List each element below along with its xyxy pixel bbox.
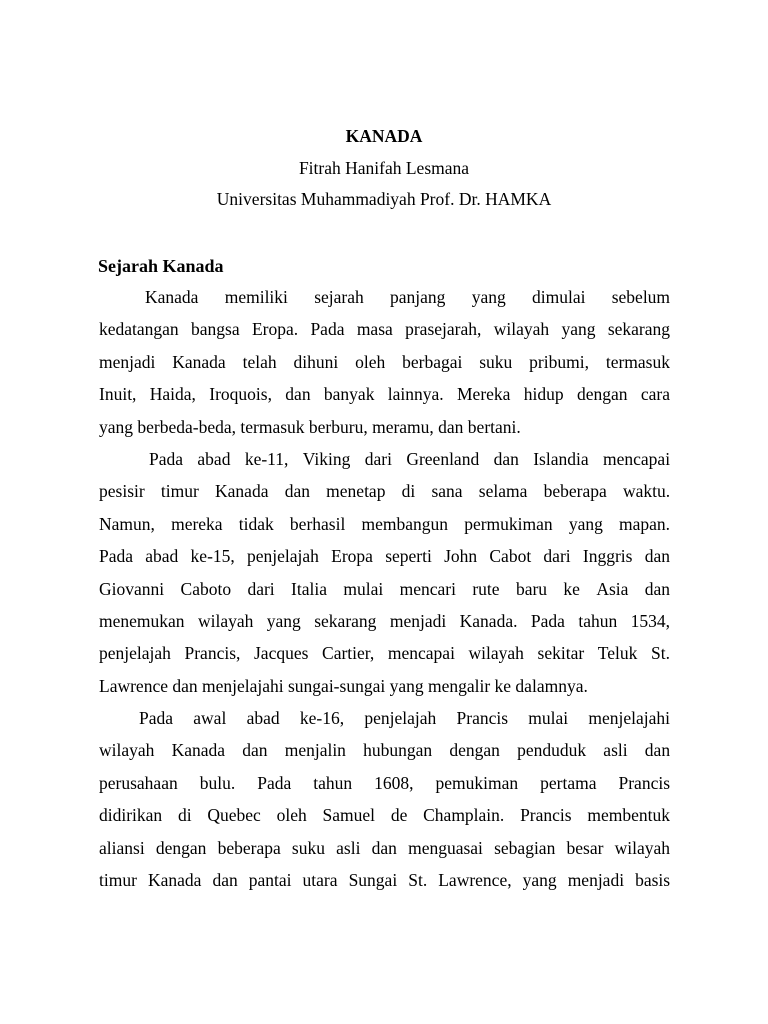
author-name: Fitrah Hanifah Lesmana xyxy=(298,157,470,178)
section-heading: Sejarah Kanada xyxy=(98,256,224,276)
document-header xyxy=(0,121,768,216)
paragraph-1 xyxy=(99,281,670,443)
paragraph-line: Giovanni Caboto dari Italia mulai mencari rute baru ke Asia dan xyxy=(99,578,671,599)
paragraph-line: wilayah Kanada dan menjalin hubungan dengan penduduk asli dan xyxy=(99,740,671,761)
paragraph-line: perusahaan bulu. Pada tahun 1608, pemukiman pertama Prancis xyxy=(99,772,671,793)
paragraph-line: yang berbeda-beda, termasuk berburu, meramu, dan bertani. xyxy=(99,416,521,437)
document-title: KANADA xyxy=(345,126,423,146)
paragraph-line: timur Kanada dan pantai utara Sungai St. Lawrence, yang menjadi basis xyxy=(99,870,671,891)
paragraph-3 xyxy=(99,702,670,896)
paragraph-line: Pada abad ke-15, penjelajah Eropa seperti John Cabot dari Inggris dan xyxy=(99,546,670,567)
document-body xyxy=(99,281,670,896)
author-affiliation: Universitas Muhammadiyah Prof. Dr. HAMKA xyxy=(216,189,552,209)
paragraph-line: Kanada memiliki sejarah panjang yang dimulai sebelum xyxy=(145,287,671,307)
paragraph-line: Inuit, Haida, Iroquois, dan banyak lainnya. Mereka hidup dengan cara xyxy=(99,384,670,405)
paragraph-line: menjadi Kanada telah dihuni oleh berbagai suku pribumi, termasuk xyxy=(99,351,670,372)
paragraph-line: penjelajah Prancis, Jacques Cartier, mencapai wilayah sekitar Teluk St. xyxy=(99,643,670,664)
paragraph-line: Namun, mereka tidak berhasil membangun permukiman yang mapan. xyxy=(99,513,671,534)
paragraph-line: Pada awal abad ke-16, penjelajah Prancis mulai menjelajahi xyxy=(139,708,671,729)
paragraph-2 xyxy=(99,443,670,702)
paragraph-line: Lawrence dan menjelajahi sungai-sungai yang mengalir ke dalamnya. xyxy=(99,675,588,696)
paragraph-line: menemukan wilayah yang sekarang menjadi Kanada. Pada tahun 1534, xyxy=(99,610,671,631)
paragraph-line: pesisir timur Kanada dan menetap di sana selama beberapa waktu. xyxy=(99,481,671,502)
paragraph-line: aliansi dengan beberapa suku asli dan menguasai sebagian besar wilayah xyxy=(99,837,671,858)
paragraph-line: kedatangan bangsa Eropa. Pada masa prasejarah, wilayah yang sekarang xyxy=(99,319,671,340)
paragraph-line: didirikan di Quebec oleh Samuel de Champlain. Prancis membentuk xyxy=(99,805,671,826)
paragraph-line: Pada abad ke-11, Viking dari Greenland dan Islandia mencapai xyxy=(149,448,671,469)
